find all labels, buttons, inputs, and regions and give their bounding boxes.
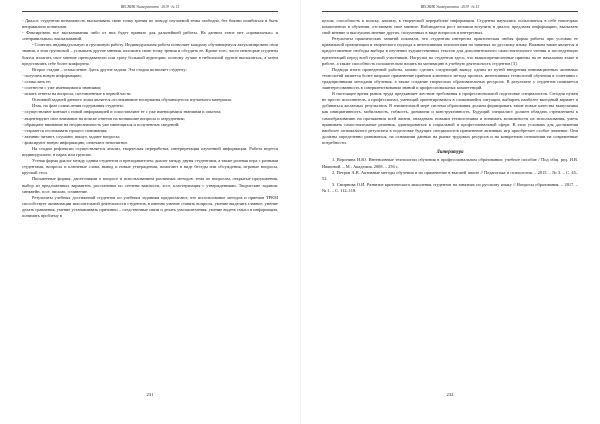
references-title: Литература: [436, 149, 464, 155]
right-page: [300, 0, 600, 424]
paragraph: - Диалог, студентам возможность высказывать свою точку зрения по поводу изучаемой темы свободно, без боязни ошибиться и быть неправильно понятыми.: [22, 18, 278, 30]
right-body-text: [322, 18, 578, 194]
paragraph: - осмыслить ее;: [22, 78, 52, 84]
paragraph: Результаты практических занятий показали, что студентам интересна практическая любая форма работы при условии ее правильной организации и творческого подхода к интенсивным технологиям на занятиях по русскому языку. Важным также является и предоставление свободы выбора в изучении художественных текстов для дополнительного самостоятельного чтения и последующих презентаций перед всей группой участников. Нагрузка на студентов здесь, что вышеперечисленные приемы на ее начальном этапе в работе, а также способность положительно влиять на мотивацию в учебную деятельность студентов [3].: [322, 36, 578, 66]
running-head-rule: [322, 11, 578, 12]
right-paragraphs: [322, 18, 578, 146]
paragraph: - осуществляют контакт с новой информацией и сопоставляют ее с уже имеющимися знаниями и опытом;: [22, 109, 222, 115]
paragraph: - активно читают, слушают, пишут, задают вопросы;: [22, 133, 121, 139]
paragraph: - фиксируют новую информацию, отмечают непонятное.: [22, 139, 129, 145]
page-number-left: 231: [146, 392, 154, 397]
paragraph: Письменные формы: двоеточиями о вопросе и использованием различных методов: тема по вопросам, открытые предложения, выбор из предложенных вариантов, расстановка по степени важности, эссе, кластеризация с утверждениями. Творческие задания: синквейн, эссе, письмо, сочинение.: [22, 176, 278, 194]
references-list: [322, 157, 578, 194]
paragraph: - Фиксировать все высказывания либо от них будет принято для дальнейшей работы. На данном этапе нет «правильных» и «неправильных» высказываний.: [22, 30, 278, 42]
paragraph: Итак, на фазе осмысления содержания студенты:: [32, 103, 124, 109]
paragraph: В настоящее время рынок труда предъявляет жесткие требования к профессиональной подготовке специалистов. Сегодня нужен не просто исполнитель, а профессионал, умеющий ориентироваться в сложившейся ситуации, выбирать наиболее выгодный вариант и добиваться желаемых результатов. В значительной мере система образования должна формировать такие новые качества выпускника как инициативность, мобильность, гибкость, динамизм и конструктивность. Будущий специалист должен обладать стремлением к самообразованию на протяжении всей жизни, овладевать новыми технологиями и понимать возможности их использования, уметь принимать самостоятельные решения, адаптироваться в социальной и профессиональной сфере. В этих условиях для достижения наиболее оптимального результата в подготовке будущих специалистов применение активных игр приобретает особое значение. Они должны определенно развиваться, на основании данных на рынке трудовых ресурсов и на конкретном отношении на современные потребности.: [322, 91, 578, 145]
paragraph: - Сочетать индивидуальную и групповую работу. Индивидуальная работа позволяет каждому обучающемуся актуализировать свои знания, а этап групповой – услышать другие мнения, изложить свою точку зрения и обсудить ее. Кроме того, часто некоторые студенты боятся излагать свое мнение преподавателю или сразу большой аудитории, поэтому лучше в небольшой группе высказаться, а затем представлять себе более комфортно.: [22, 42, 278, 66]
running-head-right: ВЕСНИК Университета · 2019 · № 15: [420, 5, 480, 9]
paragraph: - стараются отслеживать процесс понимания;: [22, 127, 108, 133]
reference-item: 3. Смирнова О.И. Развитие критического мышления студентов на занятиях по русскому языку // Вопросы образования. – 2017. – № 1. – С. 112–118.: [322, 181, 578, 193]
paragraph: Устная форма диалог между одним студентом и преподавателем; диалог между двумя студентами, а также ролевая игра с разными студентами, вопросы и ключевые слова, вывод и новые утверждения, помогают в виде беседы или обсуждения, игровые вопросы, круглый стол.: [22, 158, 278, 176]
paragraph: - соотнести с уже имеющимися знаниями;: [22, 85, 102, 91]
reference-item: 1. Воронина Н.Ю. Интенсивные технологии обучения в профессиональном образовании: учебное пособие / Под общ. ред. И.В. Ивановой. – М.: Академия, 2008. – 256 с.: [322, 157, 578, 169]
paragraph: - искать ответы на вопросы, поставленные в первой части.: [22, 91, 132, 97]
paragraph: Подводя итоги проведенной работы, можно сделать следующий вывод: одним из путей внедрения инновационных активных технологий является более широкое применение приёмов ключевого метода проекта, интенсивных технологий обучения в сочетании с традиционными методами обучения, а также создание творческих образовательных ресурсов. В результате у студентов появляется заинтересованность в совершенствовании знаний и профессиональных компетенций.: [322, 66, 578, 91]
paragraph: целом; способность к поиску, анализу, к творческой переработке информации. Студенты научились пользоваться в себе некоторых компонентах в обучении, отстаивать свое мнение. Наблюдается рост желания вступить в диалог, предлагая информацию, высказать свой мнение и выслушать мнение других, полученных в виде вопросов и интересных.: [322, 18, 578, 36]
page-number-right: 232: [446, 392, 454, 397]
paragraph: - акцентируют свое внимание на поиске ответов на возникшие вопросы и затруднения;: [22, 115, 185, 121]
running-head-rule: [22, 11, 278, 12]
paragraph: Второе стадии – осмысление. Здесь другие задачи. Эта стадия позволяет студенту:: [32, 66, 187, 72]
reference-item: 2. Петров А.В. Активные методы обучения и их применение в высшей школе // Педагогика и психология. – 2015. – № 3. – С. 45–52.: [322, 169, 578, 181]
paragraph: Результаты учебных достижений студентов по учебным заданиям предполагают, что использование методов и приемов ТРКМ способствует активизации мыслительной деятельности студентов, в именно умение ставить вопросы, умение выделять главное, умение делать сравнения, умение устанавливать причинно – следственные связи и делать умозаключения; умение видеть смысл в информации, понимать проблему в: [22, 194, 278, 218]
left-body-text: [22, 18, 278, 219]
paragraph: - обращают внимание на неоднозначность уже имеющихся и полученных сведений;: [22, 121, 180, 127]
paragraph: Основной задачей данного этапа является отслеживание восприятия обучающегося изучаемого материала.: [32, 97, 233, 103]
paragraph: На стадии рефлексии осуществляется анализ, творческая переработка, интерпретация изученной информации. Работа ведется индивидуально, в парах или группах.: [22, 145, 278, 158]
running-head-left: ВЕСНИК Университета · 2019 · № 15: [120, 5, 180, 9]
paragraph: - получить новую информацию;: [22, 72, 82, 78]
